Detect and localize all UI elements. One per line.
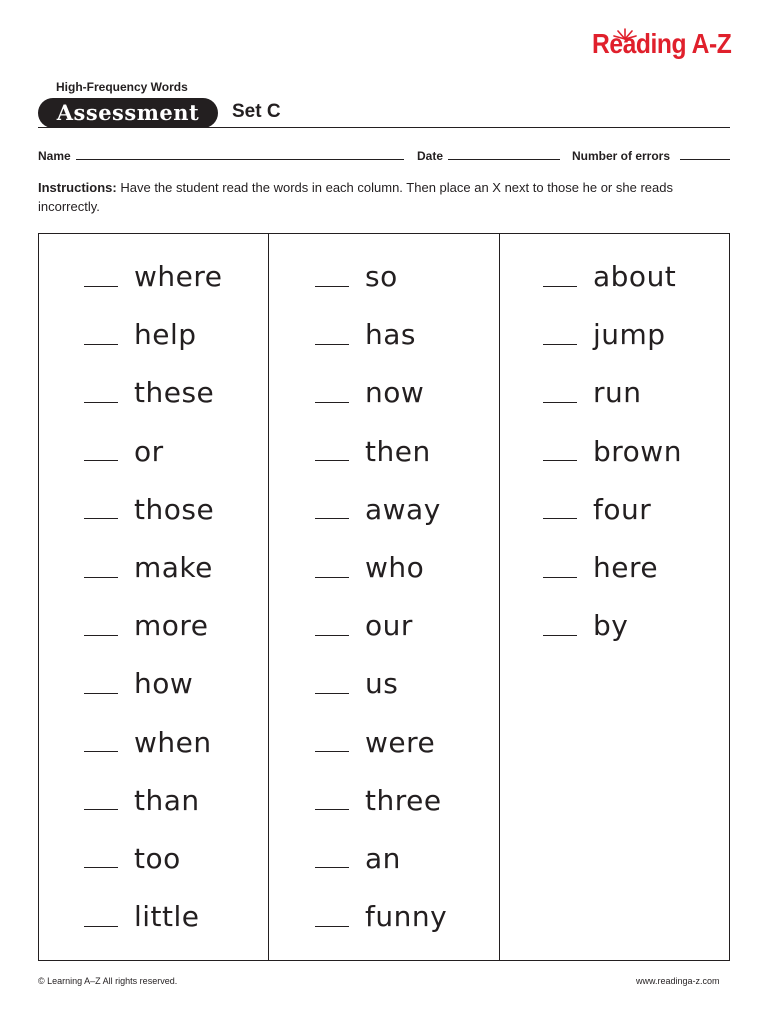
word-item (543, 539, 682, 597)
word-item (84, 714, 223, 772)
word-item (315, 597, 447, 655)
word-item (543, 306, 682, 364)
mark-blank[interactable] (84, 693, 118, 694)
website-link[interactable]: www.readinga-z.com (636, 976, 720, 986)
word: here (593, 551, 659, 585)
word-item (315, 539, 447, 597)
word-item (315, 888, 447, 946)
word: little (134, 900, 200, 934)
mark-blank[interactable] (315, 286, 349, 287)
mark-blank[interactable] (543, 518, 577, 519)
word-column-3 (543, 248, 682, 655)
copyright-text: © Learning A–Z All rights reserved. (38, 976, 178, 986)
mark-blank[interactable] (84, 751, 118, 752)
name-label: Name (38, 149, 71, 163)
word-item (84, 364, 223, 422)
set-label: Set C (232, 101, 281, 122)
word-item (315, 364, 447, 422)
word: then (365, 434, 431, 468)
word: than (134, 783, 200, 817)
word-column-2 (315, 248, 447, 946)
mark-blank[interactable] (84, 344, 118, 345)
word-item (543, 248, 682, 306)
word-item (315, 830, 447, 888)
word-item (315, 714, 447, 772)
word: brown (593, 434, 682, 468)
mark-blank[interactable] (315, 751, 349, 752)
mark-blank[interactable] (543, 635, 577, 636)
word: how (134, 667, 194, 701)
word: who (365, 551, 425, 585)
mark-blank[interactable] (543, 460, 577, 461)
mark-blank[interactable] (84, 867, 118, 868)
word: about (593, 260, 677, 294)
word-item (315, 655, 447, 713)
mark-blank[interactable] (84, 577, 118, 578)
word: too (134, 841, 181, 875)
word: now (365, 376, 425, 410)
mark-blank[interactable] (84, 460, 118, 461)
mark-blank[interactable] (84, 286, 118, 287)
assessment-title: Assessment (38, 98, 218, 128)
word-item (84, 481, 223, 539)
date-label: Date (417, 149, 444, 163)
column-divider (499, 233, 500, 961)
mark-blank[interactable] (543, 402, 577, 403)
word-item (84, 306, 223, 364)
word: by (593, 609, 629, 643)
mark-blank[interactable] (315, 867, 349, 868)
word-item (84, 888, 223, 946)
column-divider (268, 233, 269, 961)
mark-blank[interactable] (315, 809, 349, 810)
mark-blank[interactable] (84, 635, 118, 636)
mark-blank[interactable] (315, 460, 349, 461)
mark-blank[interactable] (84, 518, 118, 519)
mark-blank[interactable] (315, 402, 349, 403)
word: has (365, 318, 416, 352)
mark-blank[interactable] (315, 926, 349, 927)
word: those (134, 492, 215, 526)
word: us (365, 667, 399, 701)
mark-blank[interactable] (84, 402, 118, 403)
word: away (365, 492, 441, 526)
word: our (365, 609, 413, 643)
word: were (365, 725, 436, 759)
mark-blank[interactable] (543, 344, 577, 345)
word: so (365, 260, 398, 294)
errors-label: Number of errors (572, 149, 671, 163)
mark-blank[interactable] (84, 926, 118, 927)
mark-blank[interactable] (315, 344, 349, 345)
word-item (84, 655, 223, 713)
word: these (134, 376, 215, 410)
word-item (543, 481, 682, 539)
instructions (38, 178, 718, 216)
mark-blank[interactable] (315, 577, 349, 578)
word-item (315, 423, 447, 481)
word: run (593, 376, 642, 410)
instructions-label: Instructions: (38, 180, 117, 195)
word-item (84, 772, 223, 830)
word: three (365, 783, 442, 817)
word: an (365, 841, 401, 875)
word-item (84, 423, 223, 481)
word-item (315, 481, 447, 539)
date-field[interactable] (448, 159, 560, 160)
word: where (134, 260, 223, 294)
mark-blank[interactable] (315, 693, 349, 694)
word-column-1 (84, 248, 223, 946)
header-divider (38, 127, 730, 128)
word-item (84, 830, 223, 888)
errors-field[interactable] (680, 159, 730, 160)
word-item (543, 597, 682, 655)
word-item (84, 248, 223, 306)
mark-blank[interactable] (543, 577, 577, 578)
word: make (134, 551, 213, 585)
name-field[interactable] (76, 159, 404, 160)
mark-blank[interactable] (543, 286, 577, 287)
word: help (134, 318, 197, 352)
word: more (134, 609, 209, 643)
word-item (84, 597, 223, 655)
subtitle: High-Frequency Words (56, 80, 188, 94)
word: jump (593, 318, 666, 352)
reading-az-logo: Reading A-Z (592, 28, 732, 59)
word-item (315, 306, 447, 364)
word-item (315, 248, 447, 306)
mark-blank[interactable] (84, 809, 118, 810)
mark-blank[interactable] (315, 635, 349, 636)
instructions-text: Have the student read the words in each column. Then place an X next to those he or she reads incorrectly. (38, 180, 673, 214)
word-item (543, 423, 682, 481)
word-item (315, 772, 447, 830)
word-item (84, 539, 223, 597)
mark-blank[interactable] (315, 518, 349, 519)
word: funny (365, 900, 448, 934)
word: four (593, 492, 652, 526)
word: when (134, 725, 212, 759)
word: or (134, 434, 164, 468)
word-item (543, 364, 682, 422)
